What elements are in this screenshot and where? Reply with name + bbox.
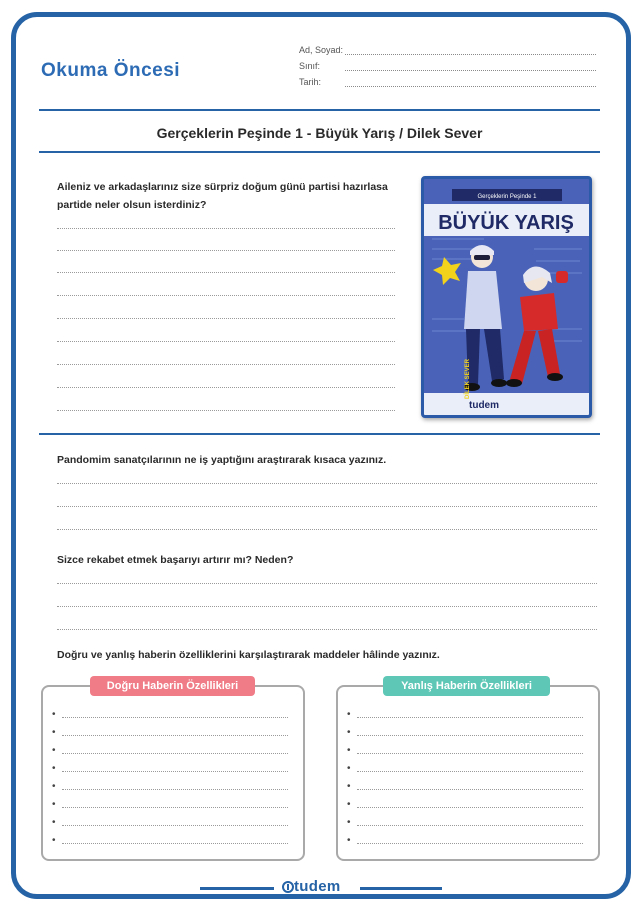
bullet: • bbox=[347, 727, 351, 738]
list-line[interactable] bbox=[62, 771, 288, 772]
answer-line[interactable] bbox=[57, 529, 597, 530]
bullet: • bbox=[52, 709, 56, 720]
answer-line[interactable] bbox=[57, 483, 597, 484]
list-line[interactable] bbox=[62, 843, 288, 844]
publisher-logo bbox=[282, 878, 341, 895]
bullet: • bbox=[347, 799, 351, 810]
false-news-box bbox=[336, 685, 600, 861]
true-news-box bbox=[41, 685, 305, 861]
name-label: Ad, Soyad: bbox=[299, 45, 344, 55]
question-3: Sizce rekabet etmek başarıyı artırır mı? Neden? bbox=[57, 554, 294, 566]
divider bbox=[39, 433, 600, 435]
divider bbox=[39, 109, 600, 111]
list-line[interactable] bbox=[62, 807, 288, 808]
book-cover-image bbox=[421, 176, 592, 418]
logo-mark-icon bbox=[282, 881, 294, 893]
question-1: Aileniz ve arkadaşlarınız size sürpriz doğum günü partisi hazırlasa partide neler olsun isterdiniz? bbox=[57, 181, 388, 211]
bullet: • bbox=[347, 709, 351, 720]
bullet: • bbox=[52, 781, 56, 792]
footer-rule bbox=[200, 887, 274, 890]
list-line[interactable] bbox=[357, 771, 583, 772]
answer-line[interactable] bbox=[57, 364, 395, 365]
cover-title: BÜYÜK YARIŞ bbox=[438, 212, 574, 234]
list-line[interactable] bbox=[357, 789, 583, 790]
answer-line[interactable] bbox=[57, 583, 597, 584]
bullet: • bbox=[52, 817, 56, 828]
book-title: Gerçeklerin Peşinde 1 - Büyük Yarış / Dilek Sever bbox=[156, 125, 483, 141]
list-line[interactable] bbox=[357, 753, 583, 754]
bullet: • bbox=[52, 745, 56, 756]
cover-author: DİLEK SEVER bbox=[465, 358, 471, 400]
list-line[interactable] bbox=[357, 825, 583, 826]
date-field[interactable] bbox=[345, 86, 596, 87]
bullet: • bbox=[347, 745, 351, 756]
list-line[interactable] bbox=[357, 717, 583, 718]
question-4: Doğru ve yanlış haberin özelliklerini karşılaştırarak maddeler hâlinde yazınız. bbox=[57, 649, 440, 661]
name-field[interactable] bbox=[345, 54, 596, 55]
class-label: Sınıf: bbox=[299, 61, 321, 71]
divider bbox=[39, 151, 600, 153]
answer-line[interactable] bbox=[57, 228, 395, 229]
list-line[interactable] bbox=[62, 825, 288, 826]
bullet: • bbox=[347, 835, 351, 846]
book-cover-illustration bbox=[424, 179, 589, 415]
cover-series: Gerçeklerin Peşinde 1 bbox=[477, 194, 537, 200]
cover-publisher: tudem bbox=[469, 400, 499, 411]
list-line[interactable] bbox=[62, 717, 288, 718]
bullet: • bbox=[52, 727, 56, 738]
date-label: Tarih: bbox=[299, 77, 322, 87]
answer-line[interactable] bbox=[57, 506, 597, 507]
logo-text: tudem bbox=[294, 878, 341, 895]
list-line[interactable] bbox=[62, 735, 288, 736]
bullet: • bbox=[52, 835, 56, 846]
section-title: Okuma Öncesi bbox=[41, 60, 181, 81]
bullet: • bbox=[52, 763, 56, 774]
footer-rule bbox=[360, 887, 442, 890]
answer-line[interactable] bbox=[57, 295, 395, 296]
bullet: • bbox=[347, 763, 351, 774]
class-field[interactable] bbox=[345, 70, 596, 71]
answer-line[interactable] bbox=[57, 387, 395, 388]
list-line[interactable] bbox=[62, 753, 288, 754]
list-line[interactable] bbox=[62, 789, 288, 790]
answer-line[interactable] bbox=[57, 318, 395, 319]
list-line[interactable] bbox=[357, 735, 583, 736]
list-line[interactable] bbox=[357, 807, 583, 808]
list-line[interactable] bbox=[357, 843, 583, 844]
answer-line[interactable] bbox=[57, 410, 395, 411]
answer-line[interactable] bbox=[57, 341, 395, 342]
bullet: • bbox=[52, 799, 56, 810]
bullet: • bbox=[347, 817, 351, 828]
false-news-label: Yanlış Haberin Özellikleri bbox=[383, 676, 550, 696]
true-news-label: Doğru Haberin Özellikleri bbox=[90, 676, 255, 696]
answer-line[interactable] bbox=[57, 250, 395, 251]
question-2: Pandomim sanatçılarının ne iş yaptığını araştırarak kısaca yazınız. bbox=[57, 454, 387, 466]
bullet: • bbox=[347, 781, 351, 792]
answer-line[interactable] bbox=[57, 272, 395, 273]
answer-line[interactable] bbox=[57, 606, 597, 607]
answer-line[interactable] bbox=[57, 629, 597, 630]
